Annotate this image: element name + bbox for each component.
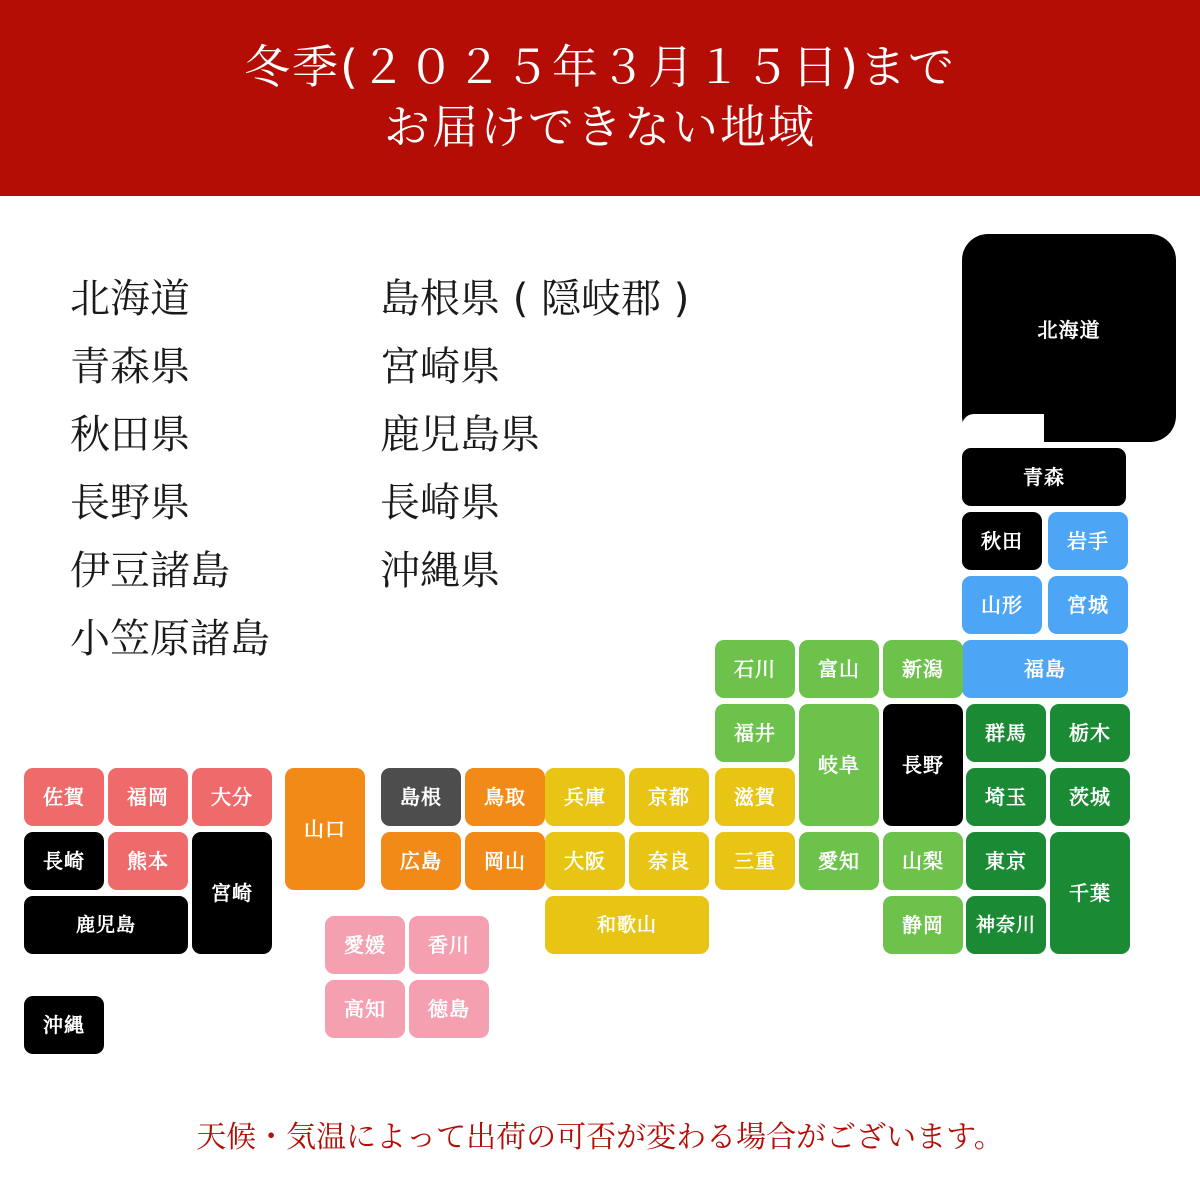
- prefecture-福井: [715, 704, 795, 762]
- prefecture-三重: [715, 832, 795, 890]
- prefecture-label: 高知: [344, 997, 386, 1021]
- list-item: 伊豆諸島: [70, 548, 230, 594]
- prefecture-label: 愛媛: [344, 933, 386, 957]
- prefecture-label: 福島: [1024, 657, 1066, 681]
- prefecture-label: 茨城: [1069, 785, 1111, 809]
- prefecture-神奈川: [966, 896, 1046, 954]
- header-banner: [0, 0, 1200, 196]
- prefecture-label: 神奈川: [975, 913, 1036, 936]
- list-item: 青森県: [70, 344, 190, 390]
- list-item: 長崎県: [380, 480, 500, 526]
- prefecture-愛媛: [325, 916, 405, 974]
- prefecture-label: 兵庫: [564, 785, 606, 809]
- japan-prefecture-map: [0, 196, 1200, 1096]
- prefecture-千葉: [1050, 832, 1130, 954]
- prefecture-label: 千葉: [1069, 881, 1111, 905]
- prefecture-label: 栃木: [1069, 721, 1111, 745]
- prefecture-鳥取: [465, 768, 545, 826]
- prefecture-label: 北海道: [1037, 318, 1101, 342]
- list-item: 北海道: [70, 276, 190, 322]
- footer-note: 天候・気温によって出荷の可否が変わる場合がございます。: [196, 1120, 1004, 1155]
- prefecture-青森: [962, 448, 1126, 506]
- prefecture-沖縄: [24, 996, 104, 1054]
- prefecture-長野: [883, 704, 963, 826]
- prefecture-label: 埼玉: [985, 785, 1027, 809]
- prefecture-福島: [962, 640, 1128, 698]
- list-item: 沖縄県: [380, 548, 500, 594]
- prefecture-label: 山形: [981, 593, 1023, 617]
- prefecture-奈良: [629, 832, 709, 890]
- prefecture-岩手: [1048, 512, 1128, 570]
- list-item: 長野県: [70, 480, 190, 526]
- prefecture-label: 富山: [818, 657, 860, 681]
- prefecture-label: 島根: [400, 785, 442, 809]
- prefecture-鹿児島: [24, 896, 188, 954]
- prefecture-石川: [715, 640, 795, 698]
- prefecture-福岡: [108, 768, 188, 826]
- prefecture-静岡: [883, 896, 963, 954]
- prefecture-群馬: [966, 704, 1046, 762]
- prefecture-宮城: [1048, 576, 1128, 634]
- prefecture-岡山: [465, 832, 545, 890]
- prefecture-label: 静岡: [902, 913, 944, 937]
- prefecture-茨城: [1050, 768, 1130, 826]
- prefecture-label: 大分: [211, 785, 253, 809]
- prefecture-label: 熊本: [127, 849, 169, 873]
- prefecture-大阪: [545, 832, 625, 890]
- prefecture-和歌山: [545, 896, 709, 954]
- prefecture-label: 香川: [428, 933, 470, 957]
- prefecture-山梨: [883, 832, 963, 890]
- prefecture-label: 沖縄: [43, 1013, 85, 1037]
- prefecture-島根: [381, 768, 461, 826]
- prefecture-熊本: [108, 832, 188, 890]
- prefecture-北海道: [962, 234, 1176, 442]
- prefecture-label: 徳島: [428, 997, 470, 1021]
- prefecture-秋田: [962, 512, 1042, 570]
- prefecture-富山: [799, 640, 879, 698]
- prefecture-label: 山口: [304, 817, 346, 841]
- prefecture-label: 滋賀: [734, 785, 776, 809]
- prefecture-京都: [629, 768, 709, 826]
- list-item: 島根県 ( 隠岐郡 ): [380, 276, 690, 322]
- prefecture-label: 群馬: [985, 721, 1027, 745]
- prefecture-label: 長野: [902, 753, 944, 777]
- prefecture-岐阜: [799, 704, 879, 826]
- prefecture-埼玉: [966, 768, 1046, 826]
- prefecture-山形: [962, 576, 1042, 634]
- prefecture-label: 山梨: [902, 849, 944, 873]
- prefecture-栃木: [1050, 704, 1130, 762]
- list-item: 宮崎県: [380, 344, 500, 390]
- hokkaido-shape-notch: [962, 414, 1044, 442]
- prefecture-東京: [966, 832, 1046, 890]
- prefecture-label: 三重: [734, 849, 776, 873]
- prefecture-label: 宮崎: [211, 881, 253, 905]
- list-item: 秋田県: [70, 412, 190, 458]
- prefecture-label: 岩手: [1067, 529, 1109, 553]
- list-item: 小笠原諸島: [70, 616, 270, 662]
- prefecture-label: 秋田: [981, 529, 1023, 553]
- prefecture-label: 広島: [400, 849, 442, 873]
- prefecture-宮崎: [192, 832, 272, 954]
- prefecture-大分: [192, 768, 272, 826]
- prefecture-高知: [325, 980, 405, 1038]
- prefecture-label: 和歌山: [596, 913, 657, 936]
- banner-title-line2: お届けできない地域: [384, 100, 816, 154]
- prefecture-滋賀: [715, 768, 795, 826]
- prefecture-label: 新潟: [902, 657, 944, 681]
- prefecture-label: 愛知: [818, 849, 860, 873]
- prefecture-label: 東京: [985, 849, 1027, 873]
- prefecture-長崎: [24, 832, 104, 890]
- prefecture-label: 福岡: [127, 785, 169, 809]
- prefecture-愛知: [799, 832, 879, 890]
- prefecture-label: 鳥取: [484, 785, 526, 809]
- prefecture-label: 岡山: [484, 849, 526, 873]
- prefecture-label: 奈良: [648, 849, 690, 873]
- prefecture-香川: [409, 916, 489, 974]
- prefecture-label: 宮城: [1067, 593, 1109, 617]
- prefecture-山口: [285, 768, 365, 890]
- prefecture-label: 石川: [734, 657, 776, 681]
- banner-title-line1: 冬季(２０２５年３月１５日)まで: [244, 40, 956, 95]
- prefecture-label: 大阪: [564, 849, 606, 873]
- prefecture-label: 青森: [1023, 465, 1065, 489]
- list-item: 鹿児島県: [380, 412, 540, 458]
- prefecture-label: 岐阜: [818, 753, 860, 777]
- prefecture-徳島: [409, 980, 489, 1038]
- prefecture-兵庫: [545, 768, 625, 826]
- prefecture-label: 鹿児島: [75, 913, 136, 936]
- prefecture-広島: [381, 832, 461, 890]
- prefecture-佐賀: [24, 768, 104, 826]
- prefecture-新潟: [883, 640, 963, 698]
- prefecture-label: 京都: [648, 785, 690, 809]
- prefecture-label: 長崎: [43, 849, 85, 873]
- prefecture-label: 福井: [734, 721, 776, 745]
- prefecture-label: 佐賀: [43, 785, 85, 809]
